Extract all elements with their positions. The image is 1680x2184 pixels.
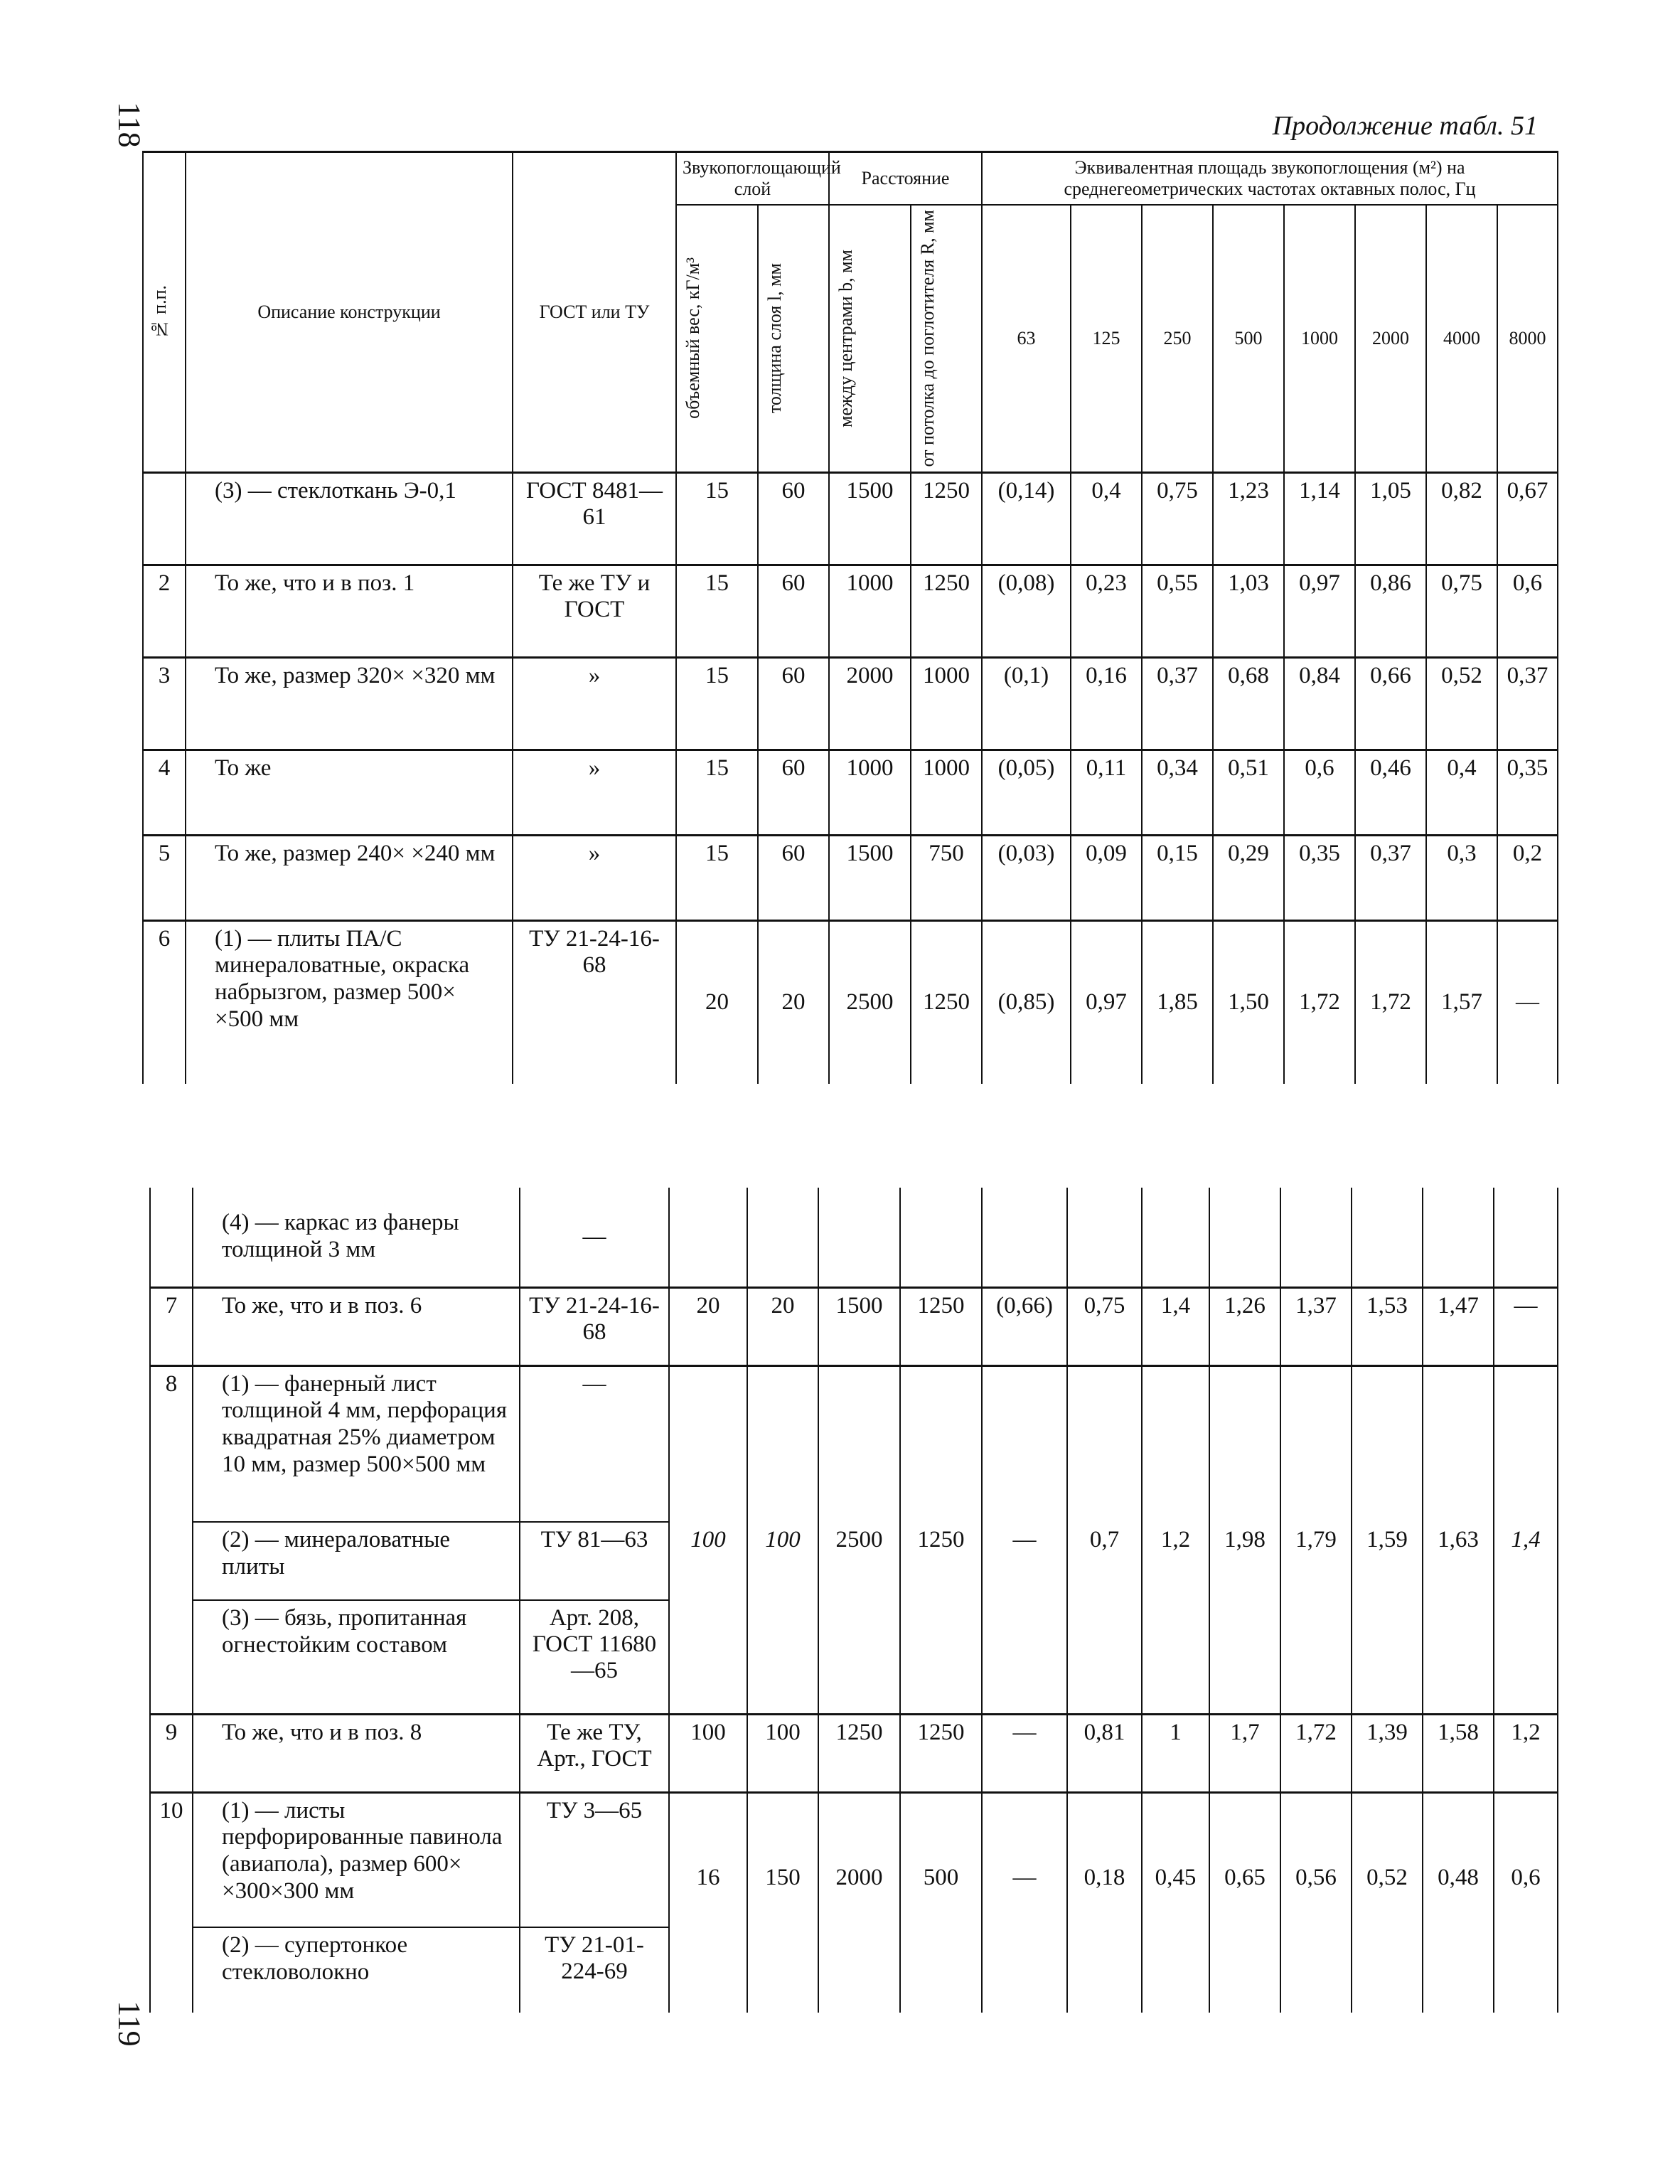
row-value-4000: 0,3 xyxy=(1426,835,1497,920)
table-row: 9 То же, что и в поз. 8 Те же ТУ, Арт., ГОСТ 100 100 1250 1250 — 0,81 1 1,7 1,72 1,39 1,58 1,2 xyxy=(150,1714,1558,1792)
row-value-250: 0,37 xyxy=(1142,657,1213,750)
row-gost: ГОСТ 8481—61 xyxy=(513,472,676,565)
row-value-1000: 0,84 xyxy=(1284,657,1355,750)
row-num: 5 xyxy=(143,835,186,920)
row-num: 4 xyxy=(143,750,186,835)
freq-500: 500 xyxy=(1213,205,1284,472)
row10-sub2-gost: ТУ 21-01-224-69 xyxy=(520,1927,669,2013)
row-num: 7 xyxy=(150,1287,193,1365)
row-dist-ceiling: 1000 xyxy=(911,657,982,750)
page-number-top: 118 xyxy=(112,102,147,148)
row-dist-ceiling: 1250 xyxy=(911,565,982,657)
row8-sub3-desc: (3) — бязь, пропитанная огнестойким составом xyxy=(193,1600,520,1714)
row-dist-centers: 2500 xyxy=(829,920,911,1084)
row-value-63: (0,05) xyxy=(982,750,1071,835)
row-density: 15 xyxy=(676,750,758,835)
row-value-63: (0,1) xyxy=(982,657,1071,750)
row-value-1000: 1,72 xyxy=(1284,920,1355,1084)
row-value-500: 1,03 xyxy=(1213,565,1284,657)
row-gost: » xyxy=(513,657,676,750)
freq-4000: 4000 xyxy=(1426,205,1497,472)
row-value-2000: 0,37 xyxy=(1355,835,1426,920)
table-row xyxy=(143,472,1558,565)
row-gost: ТУ 21-24-16-68 xyxy=(520,1287,669,1365)
table-row: 10 (1) — листы перфорированные павинола (авиапола), размер 600× ×300×300 мм ТУ 3—65 16 150 2000 500 — 0,18 0,45 0,65 0,56 0,52 0,48 0,6 xyxy=(150,1792,1558,1927)
freq-8000: 8000 xyxy=(1497,205,1558,472)
header-layer: Звукопоглощающий слой xyxy=(676,152,829,206)
row-density: 15 xyxy=(676,472,758,565)
row10-sub1-gost: ТУ 3—65 xyxy=(520,1792,669,1927)
row-value-63: (0,08) xyxy=(982,565,1071,657)
row-dist-centers: 2000 xyxy=(829,657,911,750)
header-area: Эквивалентная площадь звукопоглощения (м²) на среднегеометрических частотах октавных полос, Гц xyxy=(982,152,1558,206)
row-value-4000: 0,52 xyxy=(1426,657,1497,750)
row-gost: » xyxy=(513,835,676,920)
row-value-125: 0,23 xyxy=(1071,565,1142,657)
row-thickness: 60 xyxy=(758,657,829,750)
row-value-4000: 0,75 xyxy=(1426,565,1497,657)
table-row xyxy=(150,1188,1558,1287)
row-value-2000: 1,05 xyxy=(1355,472,1426,565)
table-bottom xyxy=(149,1188,1558,2013)
row-density: 15 xyxy=(676,835,758,920)
row-dist-ceiling: 750 xyxy=(911,835,982,920)
table-row xyxy=(143,565,1558,657)
row-value-500: 0,29 xyxy=(1213,835,1284,920)
row-value-500: 1,23 xyxy=(1213,472,1284,565)
row8-sub2-gost: ТУ 81—63 xyxy=(520,1522,669,1600)
row-value-8000: 0,6 xyxy=(1497,565,1558,657)
header-desc: Описание конструкции xyxy=(186,152,513,473)
row-value-250: 0,55 xyxy=(1142,565,1213,657)
row-thickness: 20 xyxy=(758,920,829,1084)
row-density: 15 xyxy=(676,657,758,750)
row-value-8000: — xyxy=(1497,920,1558,1084)
row8-sub3-gost: Арт. 208, ГОСТ 11680—65 xyxy=(520,1600,669,1714)
row-value-8000: 0,37 xyxy=(1497,657,1558,750)
row-desc: То же, что и в поз. 1 xyxy=(186,565,513,657)
row-density: 15 xyxy=(676,565,758,657)
freq-2000: 2000 xyxy=(1355,205,1426,472)
row-value-63: (0,03) xyxy=(982,835,1071,920)
row8-sub2-desc: (2) — минераловатные плиты xyxy=(193,1522,520,1600)
row-desc: (3) — стеклоткань Э-0,1 xyxy=(186,472,513,565)
row-value-2000: 0,46 xyxy=(1355,750,1426,835)
row-dist-centers: 1500 xyxy=(829,835,911,920)
row-value-500: 0,51 xyxy=(1213,750,1284,835)
row8-sub1-desc: (1) — фанерный лист толщиной 4 мм, перфорация квадратная 25% диаметром 10 мм, размер 500×500 мм xyxy=(193,1365,520,1522)
freq-125: 125 xyxy=(1071,205,1142,472)
freq-63: 63 xyxy=(982,205,1071,472)
row6-cont-gost: — xyxy=(520,1188,669,1287)
row-thickness: 60 xyxy=(758,835,829,920)
row-desc: То же, что и в поз. 6 xyxy=(193,1287,520,1365)
row-desc: То же, размер 320× ×320 мм xyxy=(186,657,513,750)
row-value-500: 0,68 xyxy=(1213,657,1284,750)
header-dist-ceiling: от потолка до поглотителя R, мм xyxy=(911,205,982,472)
row-dist-centers: 1000 xyxy=(829,750,911,835)
header-distance: Расстояние xyxy=(829,152,982,206)
table-row: 8 (1) — фанерный лист толщиной 4 мм, перфорация квадратная 25% диаметром 10 мм, размер 500×500 мм — 100 100 2500 1250 — 0,7 1,2 1,98 1,79 1,59 1,63 1,4 xyxy=(150,1365,1558,1522)
table-top xyxy=(142,151,1558,1084)
row-num: 3 xyxy=(143,657,186,750)
row-dist-centers: 1500 xyxy=(829,472,911,565)
row-desc: То же xyxy=(186,750,513,835)
row-value-8000: 0,67 xyxy=(1497,472,1558,565)
table-row xyxy=(143,835,1558,920)
row-density: 20 xyxy=(676,920,758,1084)
row-value-1000: 0,35 xyxy=(1284,835,1355,920)
freq-1000: 1000 xyxy=(1284,205,1355,472)
row-gost: ТУ 21-24-16-68 xyxy=(513,920,676,1084)
row-value-63: (0,14) xyxy=(982,472,1071,565)
row-value-500: 1,50 xyxy=(1213,920,1284,1084)
row-num: 2 xyxy=(143,565,186,657)
row-dist-ceiling: 1250 xyxy=(911,920,982,1084)
row-dist-ceiling: 1000 xyxy=(911,750,982,835)
row-value-4000: 0,82 xyxy=(1426,472,1497,565)
header-thickness: толщина слоя l, мм xyxy=(758,205,829,472)
header-num: № п.п. xyxy=(143,152,186,473)
row-value-250: 1,85 xyxy=(1142,920,1213,1084)
row-gost: » xyxy=(513,750,676,835)
row-thickness: 60 xyxy=(758,750,829,835)
row-gost: Те же ТУ и ГОСТ xyxy=(513,565,676,657)
row-value-2000: 0,86 xyxy=(1355,565,1426,657)
row6-cont-desc: (4) — каркас из фанеры толщиной 3 мм xyxy=(193,1188,520,1287)
row-desc: То же, размер 240× ×240 мм xyxy=(186,835,513,920)
row10-sub2-desc: (2) — супертонкое стекловолокно xyxy=(193,1927,520,2013)
row-value-1000: 0,6 xyxy=(1284,750,1355,835)
header-density: объемный вес, кГ/м³ xyxy=(676,205,758,472)
table-top-body xyxy=(143,472,1558,1084)
row-num: 6 xyxy=(143,920,186,1084)
row-gost: Те же ТУ, Арт., ГОСТ xyxy=(520,1714,669,1792)
row-num: 10 xyxy=(150,1792,193,2013)
table-row xyxy=(143,750,1558,835)
header-gost: ГОСТ или ТУ xyxy=(513,152,676,473)
row-value-125: 0,97 xyxy=(1071,920,1142,1084)
row-value-250: 0,75 xyxy=(1142,472,1213,565)
row-value-1000: 0,97 xyxy=(1284,565,1355,657)
row-value-250: 0,15 xyxy=(1142,835,1213,920)
table-row xyxy=(143,657,1558,750)
row-thickness: 60 xyxy=(758,472,829,565)
row-num: 8 xyxy=(150,1365,193,1714)
page-number-bottom: 119 xyxy=(112,2001,147,2047)
row-value-125: 0,09 xyxy=(1071,835,1142,920)
row-value-125: 0,4 xyxy=(1071,472,1142,565)
row-value-4000: 0,4 xyxy=(1426,750,1497,835)
row-value-125: 0,11 xyxy=(1071,750,1142,835)
row-desc: То же, что и в поз. 8 xyxy=(193,1714,520,1792)
row10-sub1-desc: (1) — листы перфорированные павинола (авиапола), размер 600× ×300×300 мм xyxy=(193,1792,520,1927)
table-row: 7 То же, что и в поз. 6 ТУ 21-24-16-68 20 20 1500 1250 (0,66) 0,75 1,4 1,26 1,37 1,53 1,47 — xyxy=(150,1287,1558,1365)
row-value-4000: 1,57 xyxy=(1426,920,1497,1084)
row-value-2000: 1,72 xyxy=(1355,920,1426,1084)
header-dist-centers: между центрами b, мм xyxy=(829,205,911,472)
row-value-8000: 0,35 xyxy=(1497,750,1558,835)
freq-250: 250 xyxy=(1142,205,1213,472)
row-dist-ceiling: 1250 xyxy=(911,472,982,565)
continuation-title: Продолжение табл. 51 xyxy=(1272,111,1538,141)
row-dist-centers: 1000 xyxy=(829,565,911,657)
row-num xyxy=(143,472,186,565)
row-value-250: 0,34 xyxy=(1142,750,1213,835)
row-value-63: (0,85) xyxy=(982,920,1071,1084)
row-value-8000: 0,2 xyxy=(1497,835,1558,920)
row-value-1000: 1,14 xyxy=(1284,472,1355,565)
table-row xyxy=(143,920,1558,1084)
row-value-2000: 0,66 xyxy=(1355,657,1426,750)
row-thickness: 60 xyxy=(758,565,829,657)
row-desc: (1) — плиты ПА/С минераловатные, окраска набрызгом, размер 500× ×500 мм xyxy=(186,920,513,1084)
row-num: 9 xyxy=(150,1714,193,1792)
row8-sub1-gost: — xyxy=(520,1365,669,1522)
row-value-125: 0,16 xyxy=(1071,657,1142,750)
